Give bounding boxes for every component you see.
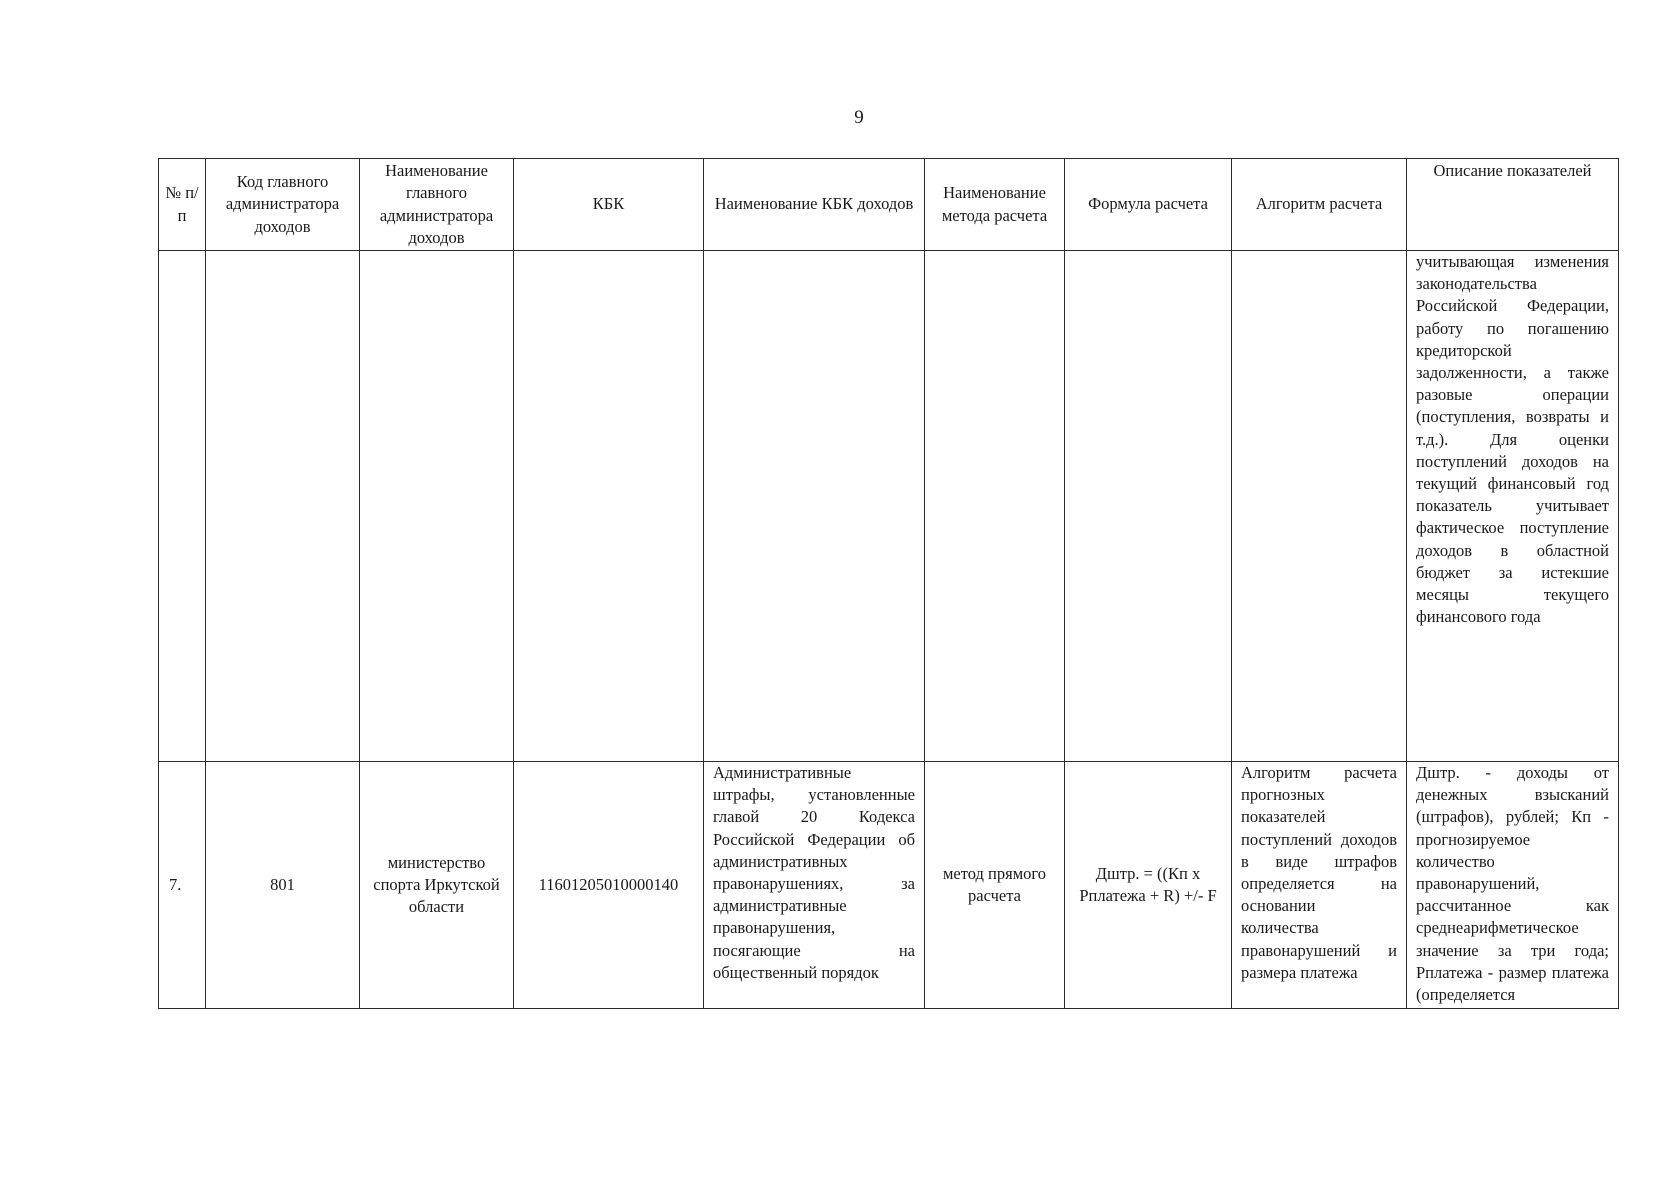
- kbk-name: [704, 762, 925, 1009]
- kbk-code: 11601205010000140: [514, 762, 704, 1009]
- header-formula: Формула расчета: [1065, 159, 1232, 251]
- header-admin-name: Наименование главного администратора доходов: [360, 159, 514, 251]
- admin-name: министерство спорта Иркутской области: [360, 762, 514, 1009]
- continuation-description: учитывающая изменения законодательства Российской Федерации, работу по погашению кредиторской задолженности, а также разовые операции (поступления, возвраты и т.д.). Для оценки поступлений доходов на текущий финансовый год показатель учитывает фактическое поступление доходов в областной бюджет за истекшие месяцы текущего финансового года: [1407, 251, 1619, 762]
- admin-code: 801: [206, 762, 360, 1009]
- table-row: [159, 251, 1619, 762]
- empty-cell: [159, 251, 206, 762]
- empty-cell: [1232, 251, 1407, 762]
- empty-cell: [925, 251, 1065, 762]
- calc-method: метод прямого расчета: [925, 762, 1065, 1009]
- calc-algorithm: [1232, 762, 1407, 1009]
- header-method: Наименование метода расчета: [925, 159, 1065, 251]
- table-header-row: [159, 159, 1619, 251]
- indicator-description-text: Дштр. - доходы от денежных взысканий (штрафов), рублей; Кп - прогнозируемое количество правонарушений, рассчитанное как среднеарифметическое значение за три года; Рплатежа - размер платежа (определяется: [1416, 763, 1609, 1005]
- calc-algorithm-text: Алгоритм расчета прогнозных показателей поступлений доходов в виде штрафов определяется на основании количества правонарушений и размера платежа: [1241, 763, 1397, 982]
- empty-cell: [1065, 251, 1232, 762]
- header-kbk: КБК: [514, 159, 704, 251]
- header-description: Описание показателей: [1407, 159, 1619, 251]
- calc-formula: Дштр. = ((Кп x Рплатежа + R) +/- F: [1065, 762, 1232, 1009]
- empty-cell: [514, 251, 704, 762]
- header-num: № п/п: [159, 159, 206, 251]
- row-number: 7.: [159, 762, 206, 1009]
- header-kbk-name: Наименование КБК доходов: [704, 159, 925, 251]
- page-number: 9: [854, 107, 864, 128]
- empty-cell: [360, 251, 514, 762]
- header-algorithm: Алгоритм расчета: [1232, 159, 1407, 251]
- table-row: [159, 762, 1619, 1009]
- revenue-forecast-table: [158, 158, 1619, 1009]
- header-admin-code: Код главного администратора доходов: [206, 159, 360, 251]
- empty-cell: [704, 251, 925, 762]
- empty-cell: [206, 251, 360, 762]
- kbk-name-text: Административные штрафы, установленные главой 20 Кодекса Российской Федерации об административных правонарушениях, за административные правонарушения, посягающие на общественный порядок: [713, 763, 915, 982]
- indicator-description: [1407, 762, 1619, 1009]
